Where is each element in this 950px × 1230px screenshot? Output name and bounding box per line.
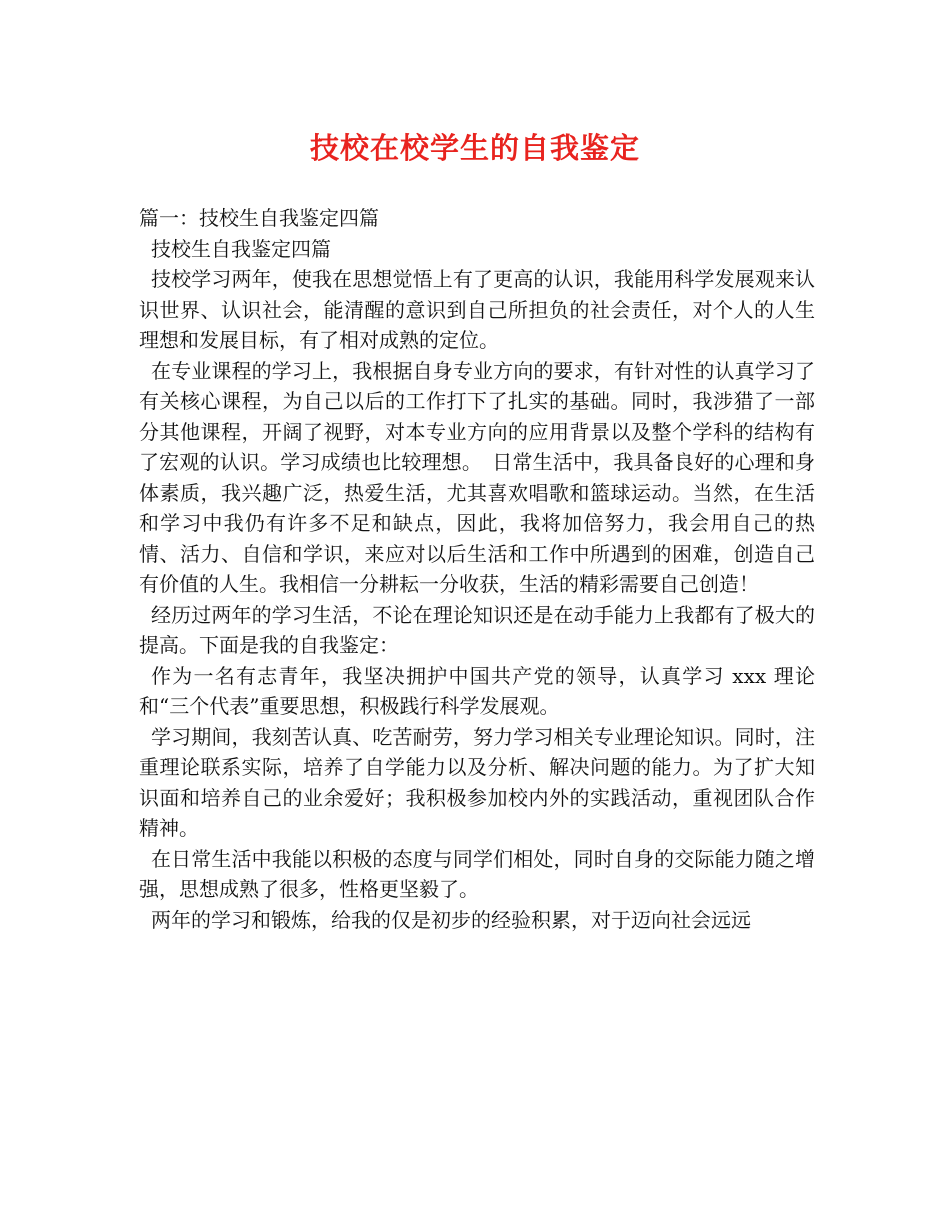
- subsection-heading: 技校生自我鉴定四篇: [151, 236, 331, 261]
- paragraph: 技校学习两年，使我在思想觉悟上有了更高的认识，我能用科学发展观来认识世界、认识社会，能清醒的意识到自己所担负的社会责任，对个人的人生理想和发展目标，有了相对成熟的定位。: [139, 267, 815, 352]
- paragraph: 经历过两年的学习生活，不论在理论知识还是在动手能力上我都有了极大的提高。下面是我的自我鉴定：: [139, 602, 815, 657]
- section-heading: 篇一：技校生自我鉴定四篇: [139, 206, 379, 230]
- paragraph: 学习期间，我刻苦认真、吃苦耐劳，努力学习相关专业理论知识。同时，注重理论联系实际，培养了自学能力以及分析、解决问题的能力。为了扩大知识面和培养自己的业余爱好；我积极参加校内外的实践活动，重视团队合作精神。: [139, 724, 815, 840]
- paragraph: 在日常生活中我能以积极的态度与同学们相处，同时自身的交际能力随之增强，思想成熟了很多，性格更坚毅了。: [139, 846, 815, 901]
- document-title: 技校在校学生的自我鉴定: [309, 131, 640, 165]
- document-body: [139, 203, 815, 935]
- paragraph: 在专业课程的学习上，我根据自身专业方向的要求，有针对性的认真学习了有关核心课程，为自己以后的工作打下了扎实的基础。同时，我涉猎了一部分其他课程，开阔了视野，对本专业方向的应用背景以及整个学科的结构有了宏观的认识。学习成绩也比较理想。 日常生活中，我具备良好的心理和身体素质，我兴趣广泛，热爱生活，尤其喜欢唱歌和篮球运动。当然，在生活和学习中我仍有许多不足和缺点，因此，我将加倍努力，我会用自己的热情、活力、自信和学识，来应对以后生活和工作中所遇到的困难，创造自己有价值的人生。我相信一分耕耘一分收获，生活的精彩需要自己创造！: [139, 358, 815, 596]
- paragraph: 作为一名有志青年，我坚决拥护中国共产党的领导，认真学习 xxx 理论和“三个代表”重要思想，积极践行科学发展观。: [139, 663, 815, 718]
- paragraph: 两年的学习和锻炼，给我的仅是初步的经验积累，对于迈向社会远远: [151, 907, 751, 932]
